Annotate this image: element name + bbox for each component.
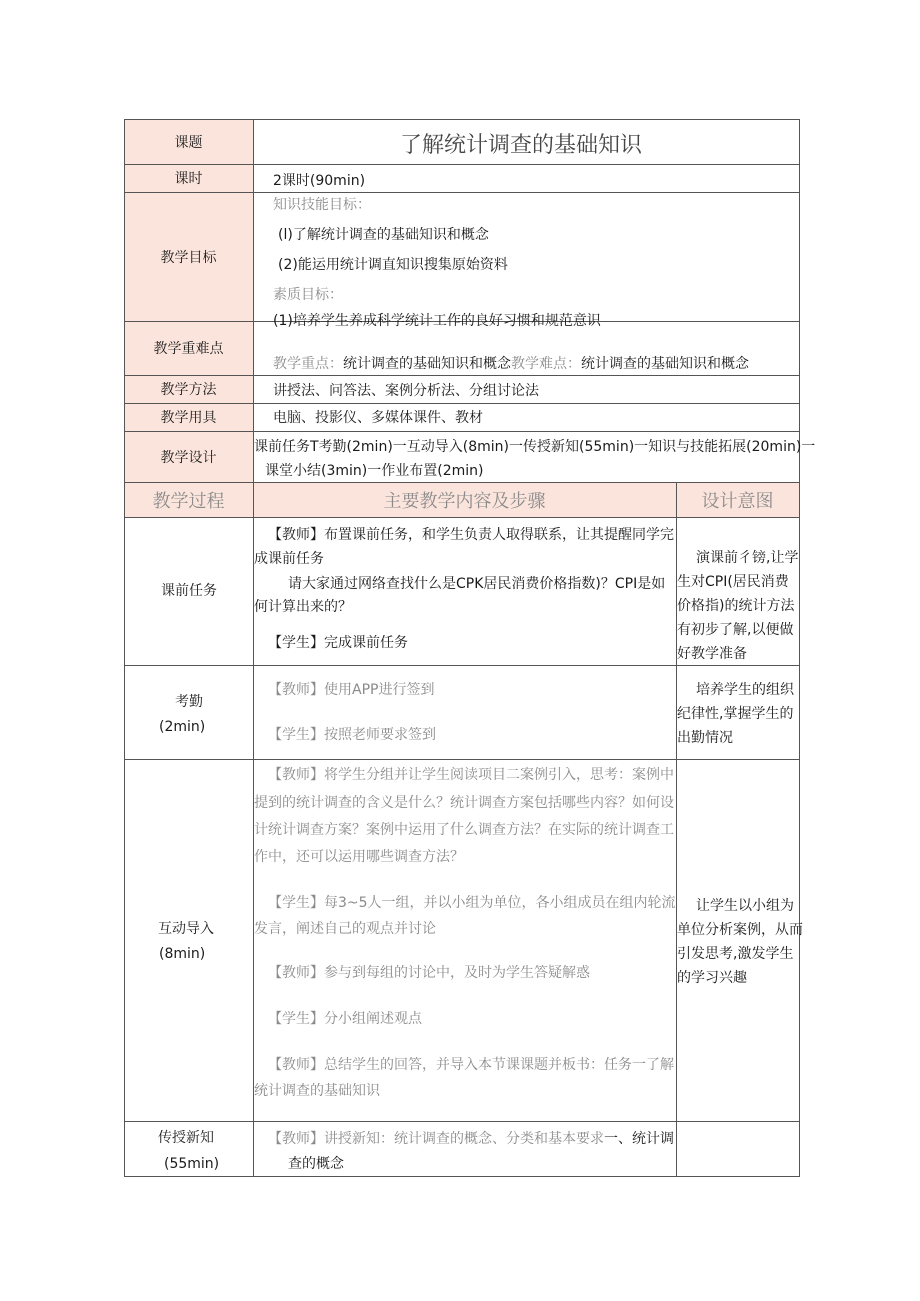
new-knowledge-line1-dark: 一、统计调 — [604, 1131, 674, 1147]
key-points-line — [273, 356, 749, 372]
interactive-p1-4: 作中，还可以运用哪些调查方法？ — [254, 849, 464, 865]
pre-task-ask-1: 请大家通过网络查找什么是CPK居民消费价格指数)？CPI是如 — [288, 576, 666, 592]
design-line2: 课堂小结(3min)一作业布置(2min) — [265, 463, 484, 479]
pre-task-ask-2: 何计算出来的？ — [254, 599, 352, 615]
interactive-p1-3: 计统计调查方案？案例中运用了什么调查方法？在实际的统计调查工 — [254, 822, 674, 838]
interactive-p2-2: 发言，阐述自己的观点并讨论 — [254, 921, 436, 937]
pre-task-teacher-2: 成课前任务 — [254, 551, 324, 567]
grid-line — [124, 119, 799, 120]
stage-interactive: 互动导入 — [158, 921, 214, 937]
goals-cut-line: (1)培养学生养成科学统计工作的良好习惯和规范意识 — [273, 313, 601, 329]
grid-line — [124, 192, 799, 193]
interactive-intent-3: 引发思考,激发学生 — [677, 946, 794, 962]
grid-line — [124, 1121, 799, 1122]
grid-line — [124, 665, 799, 666]
goals-quality-heading: 素质目标： — [273, 287, 343, 303]
label-key-points-text: 教学重难点 — [153, 341, 224, 357]
grid-line — [124, 517, 799, 518]
attendance-intent-2: 纪律性,掌握学生的 — [677, 706, 794, 722]
difficulty-prefix: 教学难点： — [511, 356, 581, 372]
stage-new-knowledge-time: (55min) — [164, 1156, 220, 1172]
grid-line — [124, 119, 125, 1177]
process-header-col3-text: 设计意图 — [701, 490, 774, 512]
course-title: 了解统计调查的基础知识 — [400, 133, 643, 158]
interactive-p3: 【教师】参与到每组的讨论中，及时为学生答疑解惑 — [268, 965, 590, 981]
interactive-p5-2: 统计调查的基础知识 — [254, 1083, 380, 1099]
pre-task-intent-4: 有初步了解,以便做 — [677, 622, 794, 638]
label-goals — [124, 192, 253, 321]
attendance-student: 【学生】按照老师要求签到 — [268, 727, 436, 743]
new-knowledge-line2: 查的概念 — [288, 1156, 344, 1172]
stage-attendance: 考勤 — [175, 694, 203, 710]
stage-interactive-time: (8min) — [159, 946, 206, 962]
process-header-col1 — [124, 482, 253, 517]
interactive-p5-1: 【教师】总结学生的回答，并导入本节课课题并板书：任务一了解 — [268, 1057, 674, 1073]
stage-new-knowledge: 传授新知 — [158, 1130, 214, 1146]
process-header-col2-text: 主要教学内容及步骤 — [383, 490, 546, 512]
label-goals-text: 教学目标 — [160, 249, 217, 266]
grid-line — [124, 482, 799, 483]
goals-knowledge-heading: 知识技能目标： — [273, 197, 371, 213]
key-points-prefix: 教学重点： — [273, 356, 343, 372]
pre-task-intent-1: 演课前彳镑,让学 — [696, 550, 799, 566]
pre-task-teacher-1: 【教师】布置课前任务，和学生负责人取得联系，让其提醒同学完 — [268, 527, 674, 543]
label-design-text: 教学设计 — [160, 449, 217, 466]
label-tools-text: 教学用具 — [160, 410, 217, 426]
design-line1: 课前任务T考勤(2min)一互动导入(8min)一传授新知(55min)一知识与技能拓展(20min)一 — [254, 439, 816, 455]
hours-value: 2课时(90min) — [273, 173, 366, 189]
label-key-points — [124, 321, 253, 375]
attendance-intent-1: 培养学生的组织 — [696, 682, 794, 698]
pre-task-intent-3: 价格指)的统计方法 — [677, 598, 795, 614]
process-header-col2 — [253, 482, 676, 517]
goals-cut-line-clip — [273, 311, 773, 329]
stage-attendance-time: (2min) — [159, 719, 206, 735]
interactive-intent-2: 单位分析案例，从而 — [677, 922, 803, 938]
label-tools — [124, 403, 253, 431]
tools-value: 电脑、投影仪、多媒体课件、教材 — [273, 410, 483, 426]
label-design — [124, 431, 253, 482]
grid-line — [124, 431, 799, 432]
grid-line — [124, 403, 799, 404]
interactive-p1-2: 提到的统计调查的含义是什么？统计调查方案包括哪些内容？如何设 — [254, 795, 674, 811]
pre-task-student: 【学生】完成课前任务 — [268, 635, 408, 651]
goals-knowledge-2: (2)能运用统计调直知识搜集原始资料 — [278, 257, 508, 273]
new-knowledge-line1 — [268, 1131, 674, 1147]
grid-line — [799, 119, 800, 1177]
process-header-col1-text: 教学过程 — [152, 490, 225, 512]
new-knowledge-line1-gray: 【教师】讲授新知：统计调查的概念、分类和基本要求 — [268, 1131, 604, 1147]
interactive-p4: 【学生】分小组阐述观点 — [268, 1011, 422, 1027]
interactive-p1-1: 【教师】将学生分组并让学生阅读项目二案例引入，思考：案例中 — [268, 767, 674, 783]
difficulty-value: 统计调查的基础知识和概念 — [581, 356, 749, 372]
label-hours — [124, 164, 253, 192]
pre-task-intent-5: 好教学准备 — [677, 646, 747, 662]
key-points-value: 统计调查的基础知识和概念 — [343, 356, 511, 372]
label-methods-text: 教学方法 — [160, 382, 217, 398]
interactive-p2-1: 【学生】每3~5人一组，并以小组为单位，各小组成员在组内轮流 — [268, 895, 676, 911]
grid-line — [124, 1176, 799, 1177]
grid-line — [124, 375, 799, 376]
grid-line — [124, 164, 799, 165]
label-topic — [124, 119, 253, 164]
goals-knowledge-1: (l)了解统计调查的基础知识和概念 — [278, 227, 489, 243]
interactive-intent-1: 让学生以小组为 — [696, 898, 794, 914]
attendance-intent-3: 出勤情况 — [677, 730, 733, 746]
methods-value: 讲授法、问答法、案例分析法、分组讨论法 — [273, 383, 539, 399]
attendance-teacher: 【教师】使用APP进行签到 — [268, 682, 435, 698]
grid-line — [253, 119, 254, 1177]
stage-pre-task: 课前任务 — [161, 583, 217, 599]
process-header-col3 — [676, 482, 799, 517]
grid-line — [124, 759, 799, 760]
label-methods — [124, 375, 253, 403]
interactive-intent-4: 的学习兴趣 — [677, 970, 747, 986]
label-topic-text: 课题 — [174, 134, 203, 151]
label-hours-text: 课时 — [174, 171, 203, 187]
pre-task-intent-2: 生对CPI(居民消费 — [677, 574, 789, 590]
